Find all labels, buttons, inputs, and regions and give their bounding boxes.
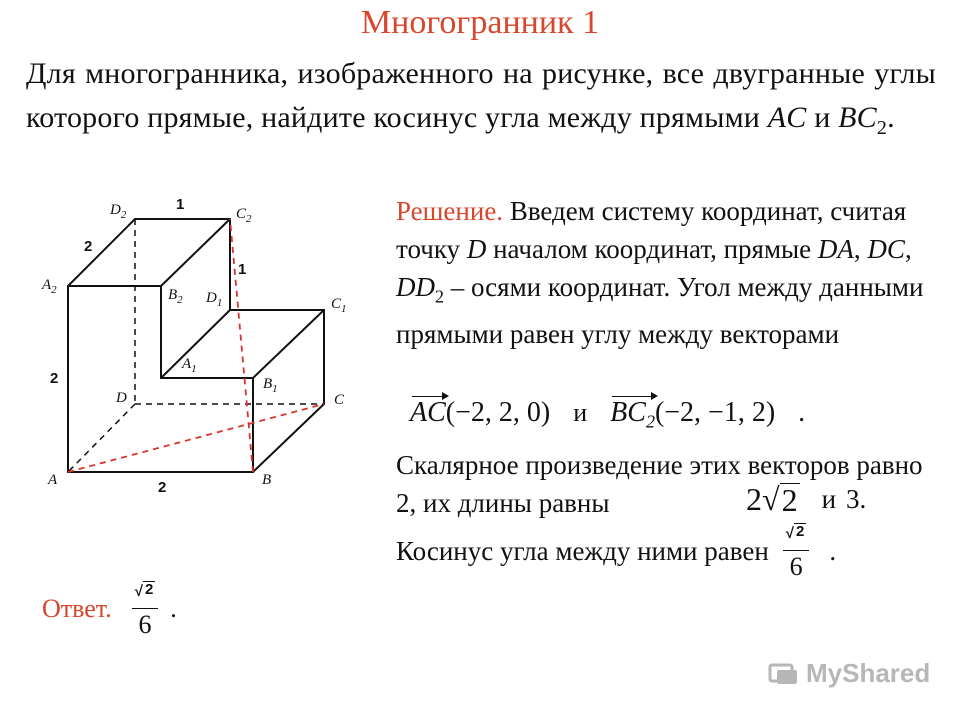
label-D: D	[116, 390, 127, 406]
dim-right-step: 1	[238, 261, 247, 278]
slide-title: Многогранник 1	[360, 4, 600, 41]
answer: Ответ. √ 2 6 .	[42, 578, 177, 639]
label-B2: $B_2$	[168, 287, 183, 306]
label-C2: $C_2$	[236, 206, 252, 225]
label-A: A	[48, 472, 58, 488]
scalar-text: Скалярное произведение этих векторов равно 2, их длины равны	[396, 450, 923, 518]
dim-left: 2	[50, 370, 59, 387]
vector-bc2: $BC_2$	[610, 397, 655, 432]
logo-icon	[768, 661, 800, 687]
answer-fraction: √ 2 6	[132, 578, 159, 639]
dim-side-top: 2	[84, 238, 93, 255]
cosine-fraction: √ 2 6	[783, 520, 810, 581]
label-C1: $C_1$	[331, 296, 347, 315]
vector-line: AC(−2, 2, 0) и $BC_2(-2$, −1, 2) .	[410, 397, 806, 432]
label-D1: $D_1$	[206, 290, 223, 309]
polyhedron-figure	[30, 188, 360, 498]
label-C: C	[334, 392, 345, 408]
dim-top: 1	[176, 196, 185, 213]
label-A1: $A_1$	[182, 356, 197, 375]
problem-statement: Для многогранника, изображенного на рисунке, все двугранные углы которого прямые, найдите косинус угла между прямыми AC и $BC_2$.	[26, 57, 936, 139]
label-A2: $A_2$	[42, 277, 57, 296]
dim-bottom: 2	[158, 479, 167, 496]
label-D2: $D_2$	[110, 202, 127, 221]
answer-label: Ответ.	[42, 593, 112, 623]
label-B1: $B_1$	[263, 376, 278, 395]
label-B: B	[262, 472, 272, 488]
cosine-line: Косинус угла между ними равен √ 2 6 .	[396, 520, 836, 581]
vector-ac: AC	[410, 397, 446, 428]
solution-text: Решение. Введем систему координат, считая точку D началом координат, прямые DA, DC, $DD_2$ – осями координат. Угол между данными прямыми равен углу между векторами	[396, 196, 924, 350]
lengths: 2 √ 2 и 3.	[746, 481, 867, 518]
myshared-logo: MyShared	[768, 658, 930, 689]
